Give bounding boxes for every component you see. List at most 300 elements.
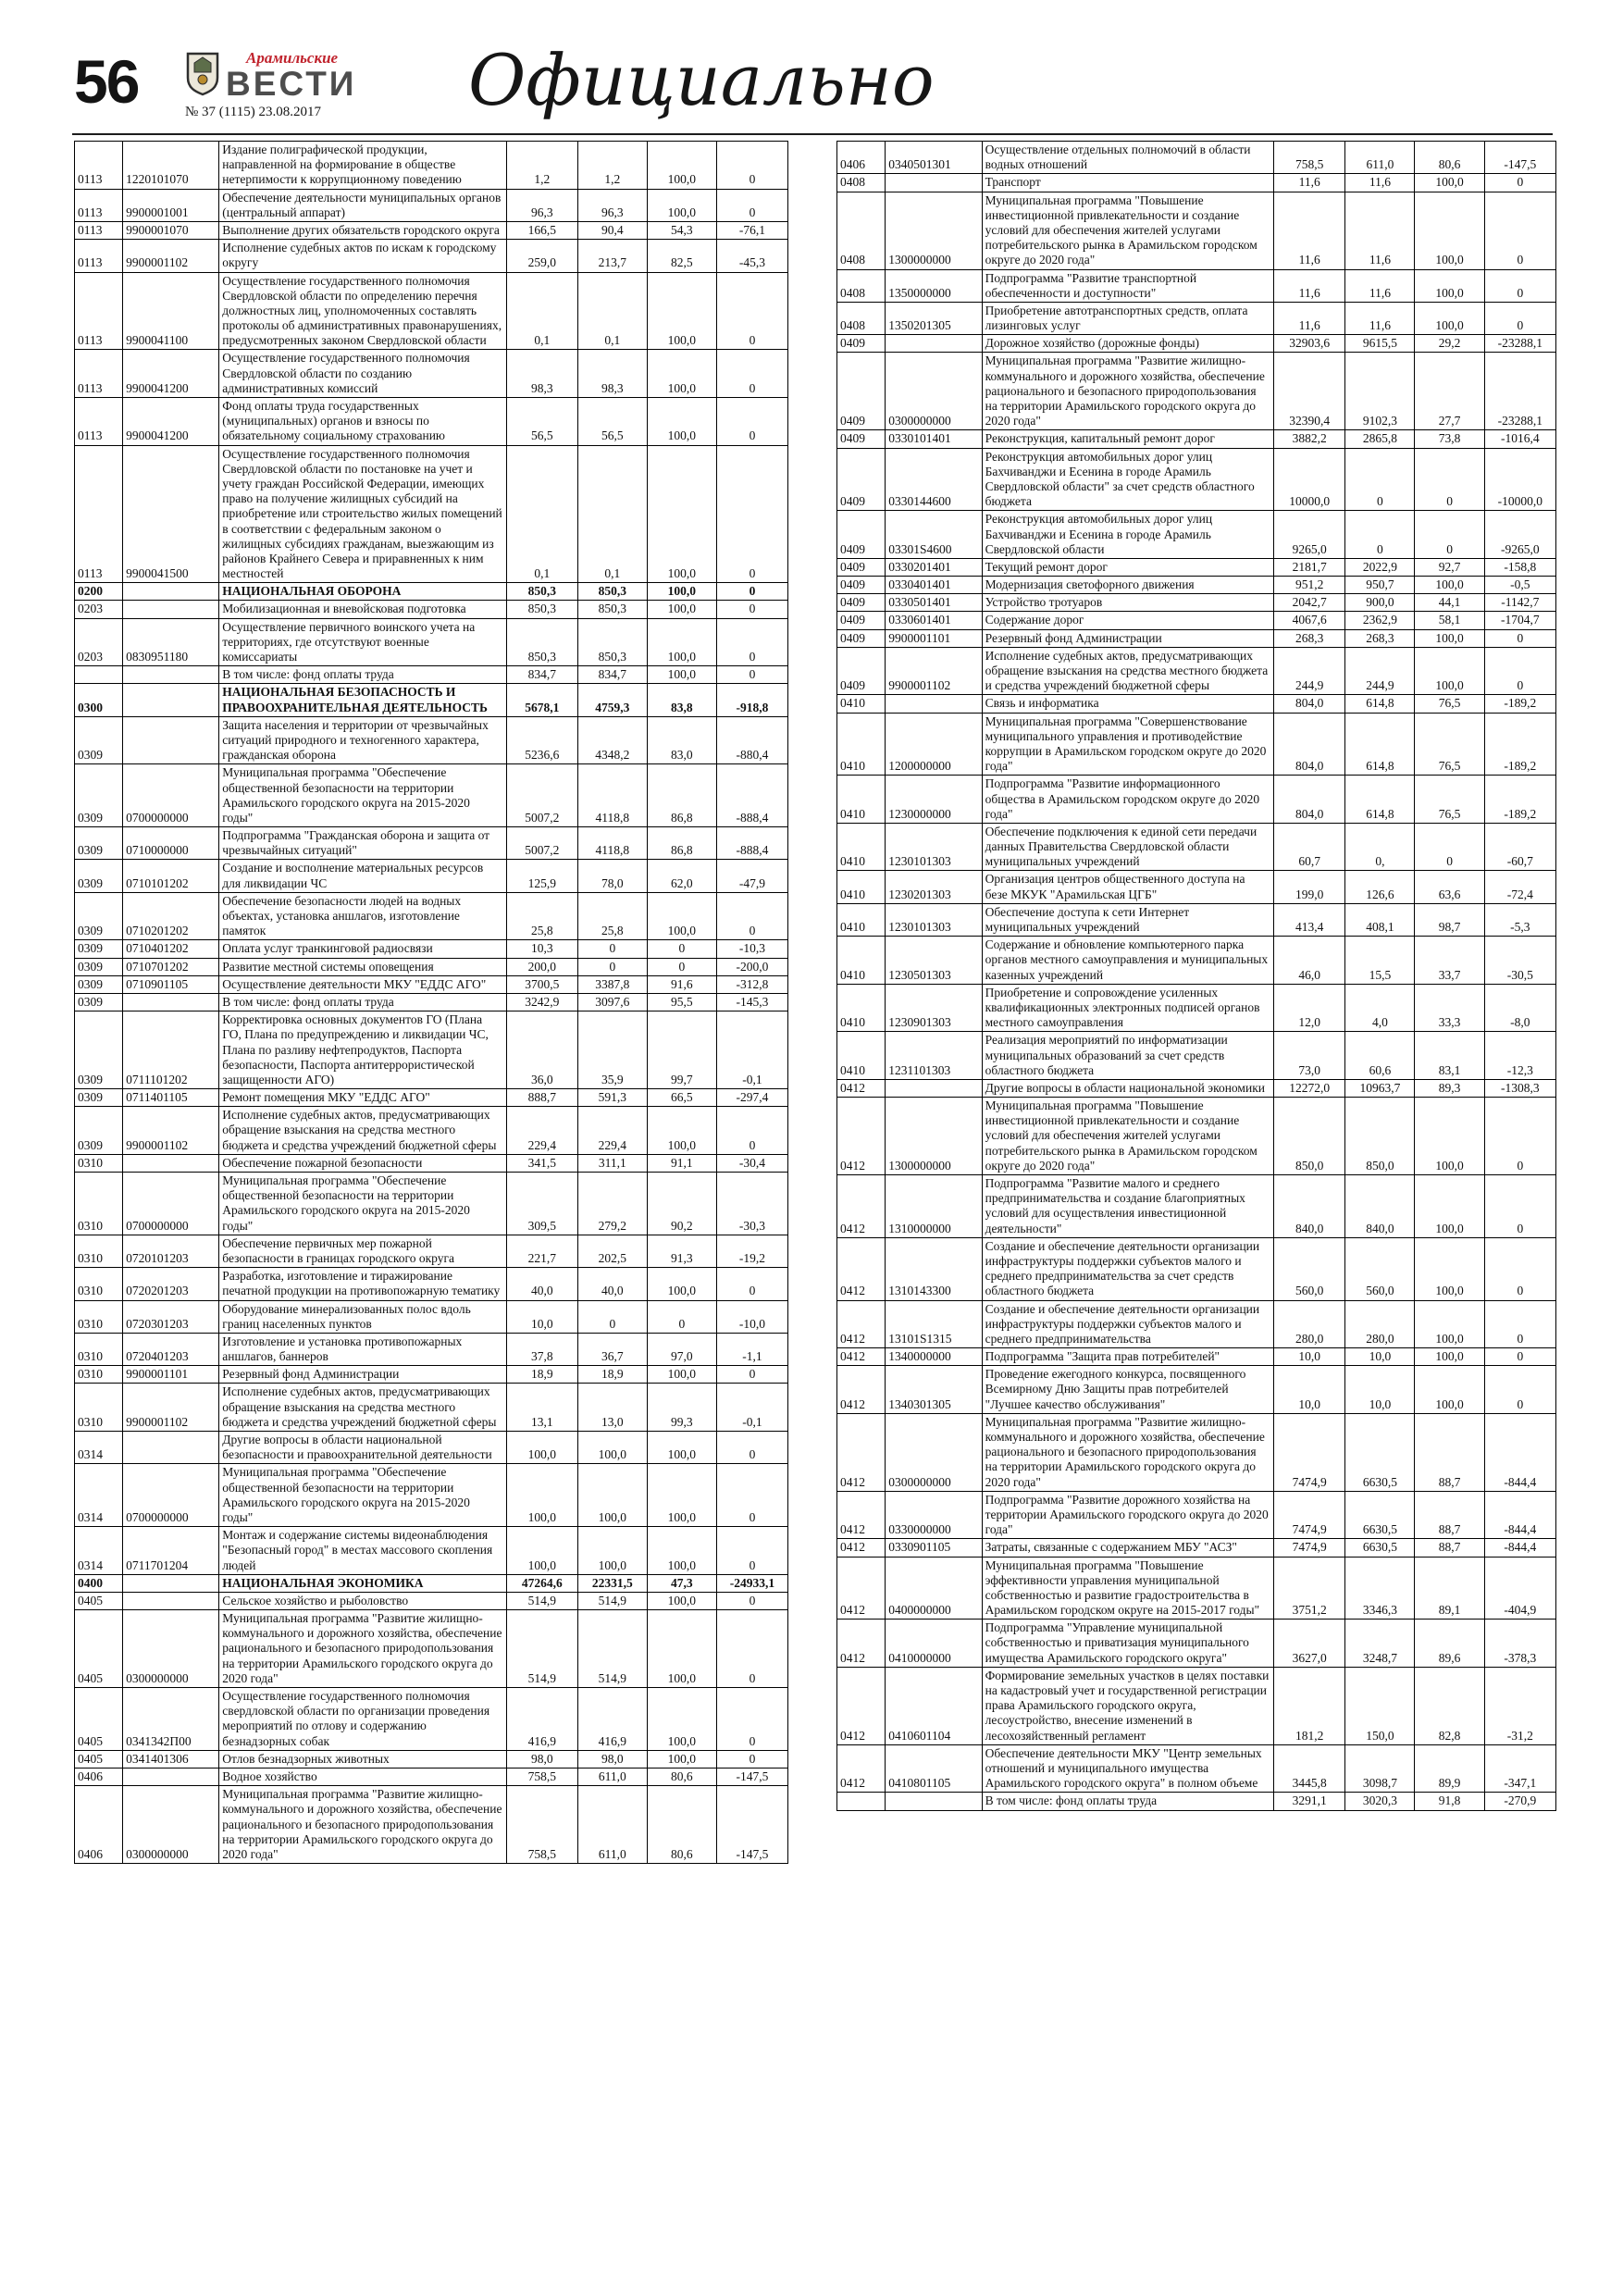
row-value-percent: 62,0 bbox=[647, 860, 716, 892]
row-value-executed: 22331,5 bbox=[577, 1574, 647, 1592]
row-section-code: 0410 bbox=[837, 776, 886, 824]
row-value-deviation: -8,0 bbox=[1484, 984, 1555, 1032]
row-value-plan: 280,0 bbox=[1274, 1300, 1345, 1348]
row-value-executed: 2362,9 bbox=[1345, 612, 1415, 629]
row-value-plan: 7474,9 bbox=[1274, 1413, 1345, 1491]
row-value-deviation: -10000,0 bbox=[1484, 448, 1555, 511]
row-value-executed: 1,2 bbox=[577, 142, 647, 190]
row-value-percent: 100,0 bbox=[1415, 1300, 1484, 1348]
row-value-deviation: -30,4 bbox=[716, 1154, 787, 1172]
row-value-deviation: 0 bbox=[1484, 629, 1555, 647]
row-section-code: 0410 bbox=[837, 984, 886, 1032]
row-value-plan: 1,2 bbox=[506, 142, 577, 190]
budget-table-row bbox=[837, 192, 1556, 269]
row-value-executed: 0,1 bbox=[577, 445, 647, 583]
row-value-plan: 100,0 bbox=[506, 1432, 577, 1464]
row-description: Изготовление и установка противопожарных аншлагов, баннеров bbox=[219, 1333, 506, 1365]
row-description: Осуществление государственного полномочия Свердловской области по созданию административных комиссий bbox=[219, 350, 506, 398]
row-value-deviation: 0 bbox=[716, 445, 787, 583]
row-value-percent: 76,5 bbox=[1415, 713, 1484, 776]
row-value-percent: 100,0 bbox=[1415, 1175, 1484, 1238]
row-value-executed: 78,0 bbox=[577, 860, 647, 892]
budget-table-row bbox=[75, 764, 788, 827]
row-value-executed: 840,0 bbox=[1345, 1175, 1415, 1238]
row-description: Другие вопросы в области национальной безопасности и правоохранительной деятельности bbox=[219, 1432, 506, 1464]
budget-table-row bbox=[837, 823, 1556, 871]
row-value-deviation: 0 bbox=[716, 1688, 787, 1751]
row-value-deviation: 0 bbox=[716, 189, 787, 221]
row-value-percent: 83,1 bbox=[1415, 1032, 1484, 1080]
row-value-executed: 280,0 bbox=[1345, 1300, 1415, 1348]
row-description: Создание и восполнение материальных ресурсов для ликвидации ЧС bbox=[219, 860, 506, 892]
row-description: Монтаж и содержание системы видеонаблюдения "Безопасный город" в местах массового скопления людей bbox=[219, 1527, 506, 1575]
row-target-code: 9900041200 bbox=[123, 350, 219, 398]
row-description: Подпрограмма "Управление муниципальной собственностью и приватизация муниципального имущества Арамильского городского округа" bbox=[982, 1620, 1273, 1668]
row-value-deviation: -158,8 bbox=[1484, 558, 1555, 576]
budget-table-row bbox=[75, 975, 788, 993]
page-number: 56 bbox=[74, 47, 139, 116]
row-target-code bbox=[886, 174, 982, 192]
row-target-code: 0710201202 bbox=[123, 892, 219, 940]
row-section-code: 0203 bbox=[75, 618, 123, 666]
budget-table-row bbox=[75, 272, 788, 350]
row-target-code: 0400000000 bbox=[886, 1557, 982, 1620]
row-section-code: 0405 bbox=[75, 1610, 123, 1688]
row-value-plan: 5007,2 bbox=[506, 764, 577, 827]
row-value-executed: 611,0 bbox=[577, 1786, 647, 1864]
row-value-deviation: -10,0 bbox=[716, 1300, 787, 1333]
row-target-code: 0300000000 bbox=[886, 353, 982, 430]
row-section-code: 0113 bbox=[75, 221, 123, 239]
row-value-deviation: -1308,3 bbox=[1484, 1079, 1555, 1097]
row-section-code: 0405 bbox=[75, 1750, 123, 1768]
row-target-code: 1231101303 bbox=[886, 1032, 982, 1080]
row-section-code: 0410 bbox=[837, 903, 886, 936]
row-section-code: 0412 bbox=[837, 1557, 886, 1620]
row-target-code: 0410801105 bbox=[886, 1744, 982, 1793]
row-value-plan: 10,3 bbox=[506, 940, 577, 958]
row-description: Мобилизационная и вневойсковая подготовка bbox=[219, 601, 506, 618]
budget-table-row bbox=[837, 558, 1556, 576]
row-value-plan: 3445,8 bbox=[1274, 1744, 1345, 1793]
row-value-percent: 73,8 bbox=[1415, 430, 1484, 448]
budget-table-row bbox=[75, 1173, 788, 1235]
row-value-executed: 35,9 bbox=[577, 1011, 647, 1089]
row-value-executed: 850,3 bbox=[577, 601, 647, 618]
row-value-plan: 3751,2 bbox=[1274, 1557, 1345, 1620]
row-value-percent: 0 bbox=[1415, 448, 1484, 511]
brand-name-label: ВЕСТИ bbox=[226, 65, 357, 103]
row-value-executed: 3248,7 bbox=[1345, 1620, 1415, 1668]
budget-table-row bbox=[837, 142, 1556, 174]
row-section-code: 0406 bbox=[75, 1786, 123, 1864]
row-value-executed: 614,8 bbox=[1345, 695, 1415, 713]
row-value-deviation: 0 bbox=[716, 272, 787, 350]
row-section-code: 0412 bbox=[837, 1348, 886, 1366]
row-section-code: 0113 bbox=[75, 189, 123, 221]
row-section-code: 0409 bbox=[837, 594, 886, 612]
row-description: Формирование земельных участков в целях поставки на кадастровый учет и государственной регистрации права Арамильского городского округа, лесоустройство, внесение изменений в лесохозяйственный регламент bbox=[982, 1667, 1273, 1744]
row-value-executed: 0 bbox=[1345, 511, 1415, 559]
budget-table-row bbox=[75, 350, 788, 398]
row-value-percent: 90,2 bbox=[647, 1173, 716, 1235]
row-value-plan: 37,8 bbox=[506, 1333, 577, 1365]
row-value-executed: 560,0 bbox=[1345, 1237, 1415, 1300]
row-value-deviation: 0 bbox=[1484, 1300, 1555, 1348]
row-value-deviation: 0 bbox=[1484, 1098, 1555, 1175]
row-section-code: 0412 bbox=[837, 1667, 886, 1744]
row-value-percent: 99,7 bbox=[647, 1011, 716, 1089]
budget-table-row bbox=[837, 1366, 1556, 1414]
row-section-code: 0412 bbox=[837, 1366, 886, 1414]
row-target-code: 9900041200 bbox=[123, 398, 219, 446]
row-section-code: 0310 bbox=[75, 1235, 123, 1267]
row-section-code: 0310 bbox=[75, 1333, 123, 1365]
row-description: Приобретение автотранспортных средств, оплата лизинговых услуг bbox=[982, 302, 1273, 334]
row-value-percent: 100,0 bbox=[647, 1750, 716, 1768]
row-description: НАЦИОНАЛЬНАЯ ЭКОНОМИКА bbox=[219, 1574, 506, 1592]
budget-table-row bbox=[837, 1300, 1556, 1348]
row-section-code: 0412 bbox=[837, 1539, 886, 1557]
row-target-code: 0341342П00 bbox=[123, 1688, 219, 1751]
row-value-plan: 7474,9 bbox=[1274, 1539, 1345, 1557]
budget-table-row bbox=[837, 1348, 1556, 1366]
budget-table-row bbox=[75, 666, 788, 684]
row-value-deviation: -60,7 bbox=[1484, 823, 1555, 871]
row-value-executed: 4118,8 bbox=[577, 827, 647, 860]
row-target-code: 1230501303 bbox=[886, 937, 982, 985]
row-value-deviation: -24933,1 bbox=[716, 1574, 787, 1592]
budget-table-row bbox=[837, 1098, 1556, 1175]
row-value-plan: 413,4 bbox=[1274, 903, 1345, 936]
row-value-plan: 758,5 bbox=[506, 1768, 577, 1785]
row-target-code: 0720101203 bbox=[123, 1235, 219, 1267]
row-target-code: 0341401306 bbox=[123, 1750, 219, 1768]
row-value-plan: 758,5 bbox=[506, 1786, 577, 1864]
row-value-deviation: 0 bbox=[716, 1107, 787, 1155]
row-section-code: 0408 bbox=[837, 174, 886, 192]
row-value-deviation: 0 bbox=[716, 1750, 787, 1768]
budget-table-row bbox=[75, 189, 788, 221]
budget-table-row bbox=[75, 1107, 788, 1155]
budget-table-row bbox=[837, 353, 1556, 430]
row-value-plan: 25,8 bbox=[506, 892, 577, 940]
row-description: Исполнение судебных актов, предусматривающих обращение взыскания на средства местного бюджета и средства учреждений бюджетной сферы bbox=[982, 647, 1273, 695]
row-description: Разработка, изготовление и тиражирование печатной продукции на противопожарную тематику bbox=[219, 1268, 506, 1300]
row-target-code: 0700000000 bbox=[123, 1173, 219, 1235]
row-description: Защита населения и территории от чрезвычайных ситуаций природного и техногенного характера, гражданская оборона bbox=[219, 716, 506, 764]
row-value-deviation: -72,4 bbox=[1484, 871, 1555, 903]
row-description: Осуществление отдельных полномочий в области водных отношений bbox=[982, 142, 1273, 174]
budget-table-row bbox=[75, 1768, 788, 1785]
row-value-executed: 40,0 bbox=[577, 1268, 647, 1300]
row-value-percent: 100,0 bbox=[1415, 1237, 1484, 1300]
row-value-percent: 0 bbox=[1415, 511, 1484, 559]
row-value-deviation: -844,4 bbox=[1484, 1539, 1555, 1557]
row-target-code: 0300000000 bbox=[886, 1413, 982, 1491]
row-description: Осуществление деятельности МКУ "ЕДДС АГО" bbox=[219, 975, 506, 993]
row-value-deviation: 0 bbox=[716, 892, 787, 940]
row-target-code: 9900041500 bbox=[123, 445, 219, 583]
row-section-code: 0309 bbox=[75, 1107, 123, 1155]
row-value-executed: 9102,3 bbox=[1345, 353, 1415, 430]
row-section-code: 0113 bbox=[75, 240, 123, 272]
row-section-code: 0409 bbox=[837, 612, 886, 629]
row-value-deviation: -19,2 bbox=[716, 1235, 787, 1267]
row-description: Исполнение судебных актов, предусматривающих обращение взыскания на средства местного бюджета и средства учреждений бюджетной сферы bbox=[219, 1384, 506, 1432]
row-value-percent: 100,0 bbox=[647, 892, 716, 940]
budget-table-row bbox=[837, 1539, 1556, 1557]
row-value-plan: 11,6 bbox=[1274, 269, 1345, 302]
row-value-plan: 416,9 bbox=[506, 1688, 577, 1751]
row-target-code: 9900001001 bbox=[123, 189, 219, 221]
budget-table-row bbox=[75, 860, 788, 892]
row-description: Издание полиграфической продукции, направленной на формирование в обществе нетерпимости к коррупционному поведению bbox=[219, 142, 506, 190]
row-value-plan: 200,0 bbox=[506, 958, 577, 975]
row-section-code: 0314 bbox=[75, 1527, 123, 1575]
row-description: Исполнение судебных актов по искам к городскому округу bbox=[219, 240, 506, 272]
row-description: Создание и обеспечение деятельности организации инфраструктуры поддержки субъектов малого и среднего предпринимательства за счет средств областного бюджета bbox=[982, 1237, 1273, 1300]
budget-table-row bbox=[837, 448, 1556, 511]
row-value-deviation: -312,8 bbox=[716, 975, 787, 993]
newspaper-logo bbox=[185, 50, 356, 120]
row-description: Реконструкция автомобильных дорог улиц Бахчиванджи и Есенина в городе Арамиль Свердловской области" за счет средств областного бюджета bbox=[982, 448, 1273, 511]
row-value-percent: 33,3 bbox=[1415, 984, 1484, 1032]
budget-table-row bbox=[75, 1154, 788, 1172]
row-value-percent: 100,0 bbox=[647, 1366, 716, 1384]
row-value-plan: 259,0 bbox=[506, 240, 577, 272]
row-value-executed: 213,7 bbox=[577, 240, 647, 272]
budget-table-row bbox=[837, 937, 1556, 985]
budget-table-row bbox=[837, 713, 1556, 776]
row-target-code: 9900001102 bbox=[886, 647, 982, 695]
row-value-executed: 950,7 bbox=[1345, 577, 1415, 594]
row-target-code: 9900001101 bbox=[886, 629, 982, 647]
row-target-code: 0711401105 bbox=[123, 1089, 219, 1107]
row-value-plan: 36,0 bbox=[506, 1011, 577, 1089]
row-value-deviation: 0 bbox=[1484, 647, 1555, 695]
row-value-deviation: 0 bbox=[1484, 1366, 1555, 1414]
row-value-plan: 9265,0 bbox=[1274, 511, 1345, 559]
row-section-code bbox=[75, 666, 123, 684]
row-value-executed: 15,5 bbox=[1345, 937, 1415, 985]
row-value-plan: 40,0 bbox=[506, 1268, 577, 1300]
row-section-code: 0113 bbox=[75, 350, 123, 398]
row-description: Осуществление государственного полномочия Свердловской области по определению перечня должностных лиц, уполномоченных составлять протоколы об административных правонарушениях, предусмотренных законом Свердловской области bbox=[219, 272, 506, 350]
row-description: Муниципальная программа "Обеспечение общественной безопасности на территории Арамильского городского округа на 2015-2020 годы" bbox=[219, 1464, 506, 1527]
row-value-executed: 4118,8 bbox=[577, 764, 647, 827]
budget-table-row bbox=[837, 594, 1556, 612]
row-target-code: 1230901303 bbox=[886, 984, 982, 1032]
row-value-plan: 12272,0 bbox=[1274, 1079, 1345, 1097]
row-value-plan: 98,0 bbox=[506, 1750, 577, 1768]
row-value-executed: 514,9 bbox=[577, 1610, 647, 1688]
row-value-plan: 11,6 bbox=[1274, 192, 1345, 269]
row-value-percent: 100,0 bbox=[647, 1527, 716, 1575]
row-value-percent: 82,5 bbox=[647, 240, 716, 272]
row-section-code: 0309 bbox=[75, 958, 123, 975]
row-value-plan: 804,0 bbox=[1274, 695, 1345, 713]
row-section-code: 0200 bbox=[75, 583, 123, 601]
row-value-deviation: 0 bbox=[1484, 1237, 1555, 1300]
row-section-code: 0409 bbox=[837, 577, 886, 594]
row-section-code: 0410 bbox=[837, 713, 886, 776]
budget-table-row bbox=[837, 511, 1556, 559]
budget-table-row bbox=[837, 1032, 1556, 1080]
row-value-executed: 100,0 bbox=[577, 1464, 647, 1527]
row-value-plan: 100,0 bbox=[506, 1527, 577, 1575]
row-value-deviation: -844,4 bbox=[1484, 1491, 1555, 1539]
row-target-code: 13101S1315 bbox=[886, 1300, 982, 1348]
row-section-code: 0409 bbox=[837, 353, 886, 430]
budget-table-row bbox=[75, 958, 788, 975]
row-value-plan: 4067,6 bbox=[1274, 612, 1345, 629]
row-description: Осуществление первичного воинского учета на территориях, где отсутствуют военные комиссариаты bbox=[219, 618, 506, 666]
row-value-plan: 96,3 bbox=[506, 189, 577, 221]
row-value-executed: 126,6 bbox=[1345, 871, 1415, 903]
row-target-code: 1350000000 bbox=[886, 269, 982, 302]
row-section-code: 0408 bbox=[837, 269, 886, 302]
row-value-plan: 46,0 bbox=[1274, 937, 1345, 985]
row-value-deviation: 0 bbox=[716, 142, 787, 190]
budget-table-left bbox=[74, 141, 788, 1864]
row-value-percent: 98,7 bbox=[1415, 903, 1484, 936]
row-section-code: 0412 bbox=[837, 1413, 886, 1491]
row-description: Подпрограмма "Развитие транспортной обеспеченности и доступности" bbox=[982, 269, 1273, 302]
issue-date: № 37 (1115) 23.08.2017 bbox=[185, 105, 321, 119]
row-value-plan: 125,9 bbox=[506, 860, 577, 892]
row-description: Муниципальная программа "Повышение инвестиционной привлекательности и создание условий для обеспечения жителей услугами потребительского рынка в Арамильском городском округе до 2020 года" bbox=[982, 192, 1273, 269]
row-value-executed: 100,0 bbox=[577, 1527, 647, 1575]
row-value-executed: 3020,3 bbox=[1345, 1793, 1415, 1810]
row-section-code: 0408 bbox=[837, 302, 886, 334]
row-value-executed: 900,0 bbox=[1345, 594, 1415, 612]
row-description: Муниципальная программа "Совершенствование муниципального управления и противодействие коррупции в Арамильском городском округе до 2020 года" bbox=[982, 713, 1273, 776]
row-description: Ремонт помещения МКУ "ЕДДС АГО" bbox=[219, 1089, 506, 1107]
row-section-code: 0203 bbox=[75, 601, 123, 618]
row-value-deviation: 0 bbox=[716, 1610, 787, 1688]
row-description: Оплата услуг транкинговой радиосвязи bbox=[219, 940, 506, 958]
row-value-executed: 6630,5 bbox=[1345, 1491, 1415, 1539]
row-value-executed: 0 bbox=[577, 1300, 647, 1333]
row-target-code: 9900001101 bbox=[123, 1366, 219, 1384]
row-value-deviation: 0 bbox=[1484, 1348, 1555, 1366]
row-target-code: 0330000000 bbox=[886, 1491, 982, 1539]
row-value-deviation: -147,5 bbox=[716, 1768, 787, 1785]
row-description: Исполнение судебных актов, предусматривающих обращение взыскания на средства местного бюджета и средства учреждений бюджетной сферы bbox=[219, 1107, 506, 1155]
row-target-code: 0330144600 bbox=[886, 448, 982, 511]
row-value-percent: 89,1 bbox=[1415, 1557, 1484, 1620]
row-value-plan: 514,9 bbox=[506, 1592, 577, 1609]
row-target-code: 03301S4600 bbox=[886, 511, 982, 559]
row-description: Муниципальная программа "Повышение эффективности управления муниципальной собственностью и развитие градостроительства в Арамильском городском округе на 2015-2017 годы" bbox=[982, 1557, 1273, 1620]
row-value-percent: 100,0 bbox=[1415, 1366, 1484, 1414]
budget-table-row bbox=[837, 903, 1556, 936]
row-section-code: 0412 bbox=[837, 1620, 886, 1668]
row-value-deviation: -1,1 bbox=[716, 1333, 787, 1365]
row-description: Водное хозяйство bbox=[219, 1768, 506, 1785]
row-target-code: 1300000000 bbox=[886, 192, 982, 269]
row-value-plan: 10,0 bbox=[506, 1300, 577, 1333]
budget-table-left-column bbox=[74, 141, 788, 1864]
row-value-percent: 91,8 bbox=[1415, 1793, 1484, 1810]
budget-table-row bbox=[75, 716, 788, 764]
row-value-plan: 181,2 bbox=[1274, 1667, 1345, 1744]
row-value-plan: 10000,0 bbox=[1274, 448, 1345, 511]
row-value-executed: 3098,7 bbox=[1345, 1744, 1415, 1793]
row-section-code: 0113 bbox=[75, 445, 123, 583]
brand-text bbox=[226, 50, 356, 101]
row-description: Реализация мероприятий по информатизации муниципальных образований за счет средств областного бюджета bbox=[982, 1032, 1273, 1080]
budget-table-row bbox=[75, 601, 788, 618]
row-target-code: 1230201303 bbox=[886, 871, 982, 903]
row-description: Содержание дорог bbox=[982, 612, 1273, 629]
row-description: Подпрограмма "Гражданская оборона и защита от чрезвычайных ситуаций" bbox=[219, 827, 506, 860]
row-value-plan: 11,6 bbox=[1274, 302, 1345, 334]
budget-table-row bbox=[837, 1079, 1556, 1097]
row-value-plan: 73,0 bbox=[1274, 1032, 1345, 1080]
row-value-executed: 0 bbox=[577, 940, 647, 958]
row-value-plan: 804,0 bbox=[1274, 713, 1345, 776]
row-value-plan: 850,3 bbox=[506, 618, 577, 666]
row-value-deviation: -23288,1 bbox=[1484, 335, 1555, 353]
row-section-code: 0410 bbox=[837, 1032, 886, 1080]
row-value-deviation: -888,4 bbox=[716, 764, 787, 827]
budget-table-row bbox=[75, 1574, 788, 1592]
budget-table-row bbox=[75, 221, 788, 239]
row-value-percent: 100,0 bbox=[647, 1268, 716, 1300]
row-value-deviation: -200,0 bbox=[716, 958, 787, 975]
row-value-plan: 199,0 bbox=[1274, 871, 1345, 903]
section-title: Официально bbox=[468, 39, 935, 121]
row-value-executed: 96,3 bbox=[577, 189, 647, 221]
row-value-executed: 614,8 bbox=[1345, 713, 1415, 776]
row-value-percent: 100,0 bbox=[1415, 192, 1484, 269]
row-value-percent: 0 bbox=[647, 1300, 716, 1333]
row-description: Проведение ежегодного конкурса, посвященного Всемирному Дню Защиты прав потребителей "Лучшее качество обслуживания" bbox=[982, 1366, 1273, 1414]
budget-table-row bbox=[837, 174, 1556, 192]
row-value-percent: 54,3 bbox=[647, 221, 716, 239]
row-value-percent: 89,9 bbox=[1415, 1744, 1484, 1793]
page-header bbox=[72, 39, 1553, 135]
row-target-code bbox=[123, 684, 219, 716]
row-value-deviation: -1142,7 bbox=[1484, 594, 1555, 612]
row-value-executed: 591,3 bbox=[577, 1089, 647, 1107]
row-description: Устройство тротуаров bbox=[982, 594, 1273, 612]
row-section-code: 0406 bbox=[75, 1768, 123, 1785]
row-value-plan: 804,0 bbox=[1274, 776, 1345, 824]
row-section-code: 0412 bbox=[837, 1300, 886, 1348]
row-description: Обеспечение безопасности людей на водных объектах, установка аншлагов, изготовление памяток bbox=[219, 892, 506, 940]
row-value-plan: 11,6 bbox=[1274, 174, 1345, 192]
budget-table-row bbox=[75, 1300, 788, 1333]
row-target-code: 0700000000 bbox=[123, 764, 219, 827]
brand-city-label: Арамильские bbox=[246, 49, 339, 67]
row-target-code: 0330901105 bbox=[886, 1539, 982, 1557]
budget-table-row bbox=[837, 1793, 1556, 1810]
row-description: Муниципальная программа "Развитие жилищно-коммунального и дорожного хозяйства, обеспечение рационального и безопасного природопользования на территории Арамильского городского округа до 2020 года" bbox=[219, 1610, 506, 1688]
row-value-percent: 97,0 bbox=[647, 1333, 716, 1365]
row-value-plan: 166,5 bbox=[506, 221, 577, 239]
row-description: Обеспечение доступа к сети Интернет муниципальных учреждений bbox=[982, 903, 1273, 936]
budget-table-row bbox=[75, 618, 788, 666]
row-value-percent: 47,3 bbox=[647, 1574, 716, 1592]
row-section-code: 0314 bbox=[75, 1432, 123, 1464]
row-value-percent: 100,0 bbox=[647, 1107, 716, 1155]
row-value-deviation: 0 bbox=[1484, 1175, 1555, 1238]
row-target-code bbox=[123, 1592, 219, 1609]
row-value-plan: 758,5 bbox=[1274, 142, 1345, 174]
